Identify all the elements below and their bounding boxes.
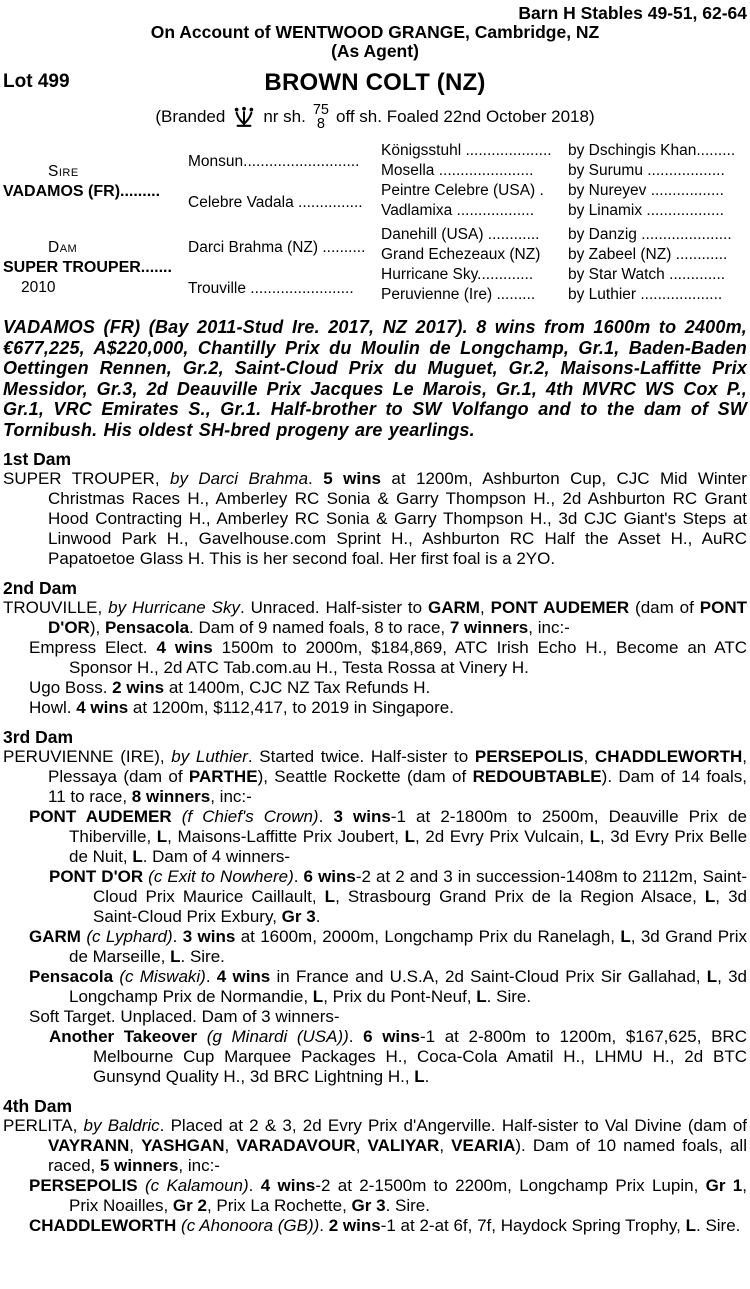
pedigree-row [381, 225, 747, 245]
pedigree-paragraph [3, 1116, 747, 1176]
text-segment: L [685, 1216, 696, 1235]
text-segment: . Dam of 4 winners- [142, 847, 291, 866]
ancestor-name: Mosella ...................... [381, 162, 534, 179]
text-segment: PERUVIENNE (IRE), [3, 747, 172, 766]
text-segment: Empress Elect. [29, 638, 157, 657]
pedigree-row [381, 201, 747, 221]
text-segment: Ugo Boss. [29, 678, 113, 697]
text-segment: REDOUBTABLE [472, 767, 602, 786]
text-segment: . [172, 927, 183, 946]
text-segment: , Prix La Rochette, [206, 1196, 352, 1215]
ancestor-by: by Luthier ................... [568, 286, 723, 303]
text-segment: PARTHE [188, 767, 258, 786]
trident-brand-icon [232, 106, 256, 129]
branded-suffix: off sh. Foaled 22nd October 2018) [335, 107, 595, 126]
page-title: BROWN COLT (NZ) [264, 69, 486, 96]
text-segment: L [132, 847, 143, 866]
pedigree-paragraph [3, 678, 747, 698]
text-segment: , Maisons-Laffitte Prix Joubert, [167, 827, 405, 846]
pedigree-row [381, 265, 747, 285]
text-segment: . [308, 469, 324, 488]
text-segment: L [414, 1067, 425, 1086]
text-segment: Another Takeover [49, 1027, 207, 1046]
text-segment: Howl. [29, 698, 77, 717]
pedigree-paragraph [3, 1216, 747, 1236]
text-segment: PONT AUDEMER [29, 807, 182, 826]
text-segment: , [479, 598, 491, 617]
text-segment: 5 wins [323, 469, 381, 488]
pedigree-column-grandparents [188, 141, 381, 309]
text-segment: VEARIA [451, 1136, 516, 1155]
text-segment: , [439, 1136, 452, 1155]
text-segment: . [319, 1216, 329, 1235]
text-segment: 4 wins [216, 967, 271, 986]
text-segment: (c Lyphard) [86, 927, 173, 946]
text-segment: PERSEPOLIS [474, 747, 584, 766]
text-segment: ). Dam of 14 foals, 11 to race, [48, 767, 748, 806]
text-segment: 5 winners [99, 1156, 179, 1175]
text-segment: , 3d Longchamp Prix de Normandie, [69, 967, 747, 1006]
text-segment: L [170, 947, 181, 966]
text-segment: PONT AUDEMER [490, 598, 630, 617]
ancestor-name: Grand Echezeaux (NZ) [381, 246, 541, 263]
ancestor-by: by Nureyev ................. [568, 182, 724, 199]
pedigree-paragraph [3, 967, 747, 1007]
pedigree-grandparent: Trouville ........................ [188, 279, 354, 297]
text-segment: by Baldric [83, 1116, 160, 1135]
pedigree-row [381, 245, 747, 265]
text-segment: (c Ahonoora (GB)) [181, 1216, 320, 1235]
text-segment: , 2d Evry Prix Vulcain, [414, 827, 590, 846]
pedigree-paragraph [3, 927, 747, 967]
text-segment: . Sire. [696, 1216, 741, 1235]
dam-group [3, 227, 188, 309]
text-segment: 6 wins [363, 1027, 420, 1046]
text-segment: L [404, 827, 415, 846]
pedigree-row [381, 285, 747, 305]
pedigree-paragraph [3, 747, 747, 807]
text-segment: (c Exit to Nowhere) [148, 867, 294, 886]
text-segment: , [224, 1136, 237, 1155]
text-segment: , Prix du Pont-Neuf, [323, 987, 477, 1006]
text-segment: -1 at 2-800m to 1200m, $167,625, BRC Melbourne Cup Marquee Packages H., Coca-Cola Amatil H., LHMU H., 2d BTC Gunsynd Quality H., 3d BRC Lightning H., [93, 1027, 747, 1086]
text-segment: L [706, 967, 718, 986]
text-segment: 4 wins [156, 638, 213, 657]
branded-line [3, 99, 747, 135]
ancestor-name: Danehill (USA) ............ [381, 226, 540, 243]
text-segment: , [583, 747, 595, 766]
text-segment: (dam of [629, 598, 700, 617]
sire-race-record: VADAMOS (FR) (Bay 2011-Stud Ire. 2017, NZ 2017). 8 wins from 1600m to 2400m, €677,225, A$220,000, Chantilly Prix du Moulin de Longchamp, Gr.1, Baden-Baden Oettingen Rennen, Gr.2, Saint-Cloud Prix du Muguet, Gr.2, Maisons-Laffitte Prix Messidor, Gr.3, 2d Deauville Prix Jacques Le Marois, Gr.1, 4th MVRC WS Cox P., Gr.1, VRC Emirates S., Gr.1. Half-brother to SW Volfango and to the dam of SW Tornibush. His oldest SH-bred progeny are yearlings. [3, 317, 747, 440]
brand-number [313, 103, 329, 131]
branded-prefix: (Branded [155, 107, 226, 126]
dam-label: Dam [48, 239, 78, 256]
text-segment: , [129, 1136, 142, 1155]
text-segment: . [205, 967, 217, 986]
text-segment: 3 wins [182, 927, 236, 946]
pedigree-paragraph [3, 807, 747, 867]
sire-group [3, 141, 188, 223]
text-segment: in France and U.S.A, 2d Saint-Cloud Prix Sir Gallahad, [270, 967, 707, 986]
text-segment: at 1400m, CJC NZ Tax Refunds H. [164, 678, 431, 697]
text-segment: (g Minardi (USA)) [206, 1027, 349, 1046]
text-segment: at 1200m, Ashburton Cup, CJC Mid Winter Christmas Races H., Amberley RC Sonia & Garry Thompson H., 2d Ashburton RC Grant Hood Contracting H., Amberley RC Sonia & Garry Thompson H., 3d CJC Giant's Steps at Linwood Park H., Gavelhouse.com Sprint H., Ashburton RC Half the Asset H., AuRC Papatoetoe Glass H. This is her second foal. Her first foal is a 2YO. [48, 469, 747, 568]
sire-name: VADAMOS (FR)......... [3, 183, 161, 200]
ancestor-name: Vadlamixa .................. [381, 202, 535, 219]
text-segment: , 3d Grand Prix de Marseille, [69, 927, 747, 966]
text-segment: . Sire. [180, 947, 225, 966]
text-segment: , 3d Evry Prix Belle de Nuit, [69, 827, 748, 866]
text-segment: , inc:- [178, 1156, 220, 1175]
text-segment: . Sire. [385, 1196, 430, 1215]
pedigree-column-ancestors [381, 141, 747, 309]
ancestor-by: by Linamix .................. [568, 202, 724, 219]
text-segment: ), Seattle Rockette (dam of [257, 767, 473, 786]
text-segment: 4 wins [76, 698, 129, 717]
text-segment: , inc:- [210, 787, 252, 806]
text-segment: L [704, 887, 716, 906]
pedigree-paragraph [3, 1027, 747, 1087]
text-segment: . Started twice. Half-sister to [247, 747, 475, 766]
text-segment: Gr 2 [172, 1196, 207, 1215]
text-segment: (c Miswaki) [119, 967, 206, 986]
text-segment: 2 wins [328, 1216, 381, 1235]
ancestor-name: Peintre Celebre (USA) . [381, 182, 544, 199]
pedigree-row [381, 161, 747, 181]
text-segment: 1500m to 2000m, $184,869, ATC Irish Echo H., Become an ATC Sponsor H., 2d ATC Tab.com.au H., Testa Rossa at Vinery H. [69, 638, 747, 677]
pedigree-table [3, 141, 747, 309]
text-segment: L [476, 987, 487, 1006]
text-segment: (f Chief's Crown) [181, 807, 319, 826]
pedigree-paragraph [3, 1176, 747, 1216]
section-heading: 1st Dam [3, 449, 72, 469]
text-segment: 8 winners [131, 787, 211, 806]
text-segment: , [355, 1136, 368, 1155]
text-segment: -1 at 2-at 6f, 7f, Haydock Spring Trophy, [380, 1216, 686, 1235]
text-segment: , 3d Saint-Cloud Prix Exbury, [93, 887, 748, 926]
text-segment: PONT D'OR [48, 598, 748, 637]
text-segment: 3 wins [333, 807, 391, 826]
sire-label: Sire [48, 163, 79, 180]
account-line: On Account of WENTWOOD GRANGE, Cambridge, NZ [150, 22, 600, 42]
text-segment: . Sire. [486, 987, 532, 1006]
text-segment: L [312, 987, 324, 1006]
section-heading: 3rd Dam [3, 727, 74, 747]
text-segment: 7 winners [449, 618, 529, 637]
text-segment: Gr 3 [281, 907, 316, 926]
text-segment: . [348, 1027, 364, 1046]
text-segment: L [156, 827, 168, 846]
ancestor-by: by Zabeel (NZ) ............ [568, 246, 728, 263]
text-segment: . [318, 807, 334, 826]
brand-number-top: 75 [312, 102, 329, 118]
text-segment: , Plessaya (dam of [48, 747, 747, 786]
text-segment: Pensacola [104, 618, 190, 637]
text-segment: VALIYAR [367, 1136, 440, 1155]
ancestor-by: by Danzig ..................... [568, 226, 732, 243]
branded-near-shoulder: nr sh. [263, 107, 306, 126]
text-segment: 4 wins [260, 1176, 316, 1195]
ancestor-by: by Surumu .................. [568, 162, 725, 179]
text-segment: . [293, 867, 304, 886]
pedigree-column-parents [3, 141, 188, 309]
pedigree-paragraph [3, 867, 747, 927]
pedigree-grandparent: Celebre Vadala ............... [188, 193, 363, 211]
dam-name: SUPER TROUPER....... [3, 259, 172, 276]
text-segment: PERLITA, [3, 1116, 84, 1135]
text-segment: SUPER TROUPER, [3, 469, 170, 488]
text-segment: PERSEPOLIS [29, 1176, 145, 1195]
dam-year: 2010 [21, 279, 56, 296]
text-segment: -2 at 2 and 3 in succession-1408m to 2112m, Saint-Cloud Prix Maurice Caillault, [93, 867, 747, 906]
section-heading: 4th Dam [3, 1096, 73, 1116]
text-segment: at 1200m, $112,417, to 2019 in Singapore. [128, 698, 454, 717]
text-segment: CHADDLEWORTH [594, 747, 743, 766]
text-segment: PONT D'OR [49, 867, 149, 886]
text-segment: TROUVILLE, [3, 598, 109, 617]
pedigree-paragraph [3, 1007, 747, 1027]
dam-sections [3, 449, 747, 1236]
text-segment: L [620, 927, 631, 946]
text-segment: CHADDLEWORTH [29, 1216, 182, 1235]
text-segment: . [248, 1176, 261, 1195]
pedigree-paragraph [3, 638, 747, 678]
brand-number-bottom: 8 [316, 116, 325, 132]
text-segment: VARADAVOUR [236, 1136, 356, 1155]
pedigree-paragraph [3, 469, 747, 569]
text-segment: GARM [29, 927, 87, 946]
lot-number: Lot 499 [3, 71, 70, 92]
text-segment: VAYRANN [48, 1136, 130, 1155]
pedigree-paragraph [3, 698, 747, 718]
text-segment: at 1600m, 2000m, Longchamp Prix du Ranelagh, [235, 927, 621, 946]
text-segment: -1 at 2-1800m to 2500m, Deauville Prix de Thiberville, [69, 807, 747, 846]
text-segment: . [315, 907, 321, 926]
pedigree-grandparent: Monsun........................... [188, 152, 360, 170]
pedigree-grandparent: Darci Brahma (NZ) .......... [188, 238, 366, 256]
text-segment: L [589, 827, 601, 846]
section-heading: 2nd Dam [3, 578, 77, 598]
text-segment: ), [89, 618, 105, 637]
ancestor-name: Hurricane Sky............. [381, 266, 534, 283]
ancestor-name: Peruvienne (Ire) ......... [381, 286, 536, 303]
pedigree-paragraph [3, 598, 747, 638]
text-segment: . Placed at 2 & 3, 2d Evry Prix d'Angerville. Half-sister to Val Divine (dam of [159, 1116, 747, 1135]
ancestor-by: by Dschingis Khan......... [568, 142, 736, 159]
text-segment: Soft Target. Unplaced. Dam of 3 winners- [29, 1007, 340, 1026]
text-segment: by Luthier [171, 747, 248, 766]
text-segment: 2 wins [112, 678, 165, 697]
text-segment: . Unraced. Half-sister to [239, 598, 429, 617]
text-segment: . [424, 1067, 430, 1086]
ancestor-by: by Star Watch ............. [568, 266, 726, 283]
ancestor-name: Königsstuhl .................... [381, 142, 552, 159]
text-segment: YASHGAN [141, 1136, 225, 1155]
text-segment: Gr 3 [351, 1196, 386, 1215]
text-segment: , Prix Noailles, [69, 1176, 747, 1215]
agent-line: (As Agent) [331, 41, 419, 61]
lot-title-row [3, 69, 747, 97]
text-segment: L [324, 887, 336, 906]
pedigree-row [381, 181, 747, 201]
pedigree-row [381, 141, 747, 161]
text-segment: GARM [428, 598, 480, 617]
text-segment: -2 at 2-1500m to 2200m, Longchamp Prix Lupin, [315, 1176, 706, 1195]
text-segment: Pensacola [29, 967, 120, 986]
text-segment: by Hurricane Sky [108, 598, 240, 617]
barn-stables-line: Barn H Stables 49-51, 62-64 [518, 3, 747, 23]
text-segment: . Dam of 9 named foals, 8 to race, [189, 618, 450, 637]
text-segment: , Strasbourg Grand Prix de la Region Alsace, [335, 887, 705, 906]
text-segment: , inc:- [528, 618, 570, 637]
text-segment: ). Dam of 10 named foals, all raced, [48, 1136, 747, 1175]
text-segment: by Darci Brahma [170, 469, 309, 488]
text-segment: 6 wins [303, 867, 356, 886]
text-segment: Gr 1 [705, 1176, 743, 1195]
text-segment: (c Kalamoun) [144, 1176, 249, 1195]
